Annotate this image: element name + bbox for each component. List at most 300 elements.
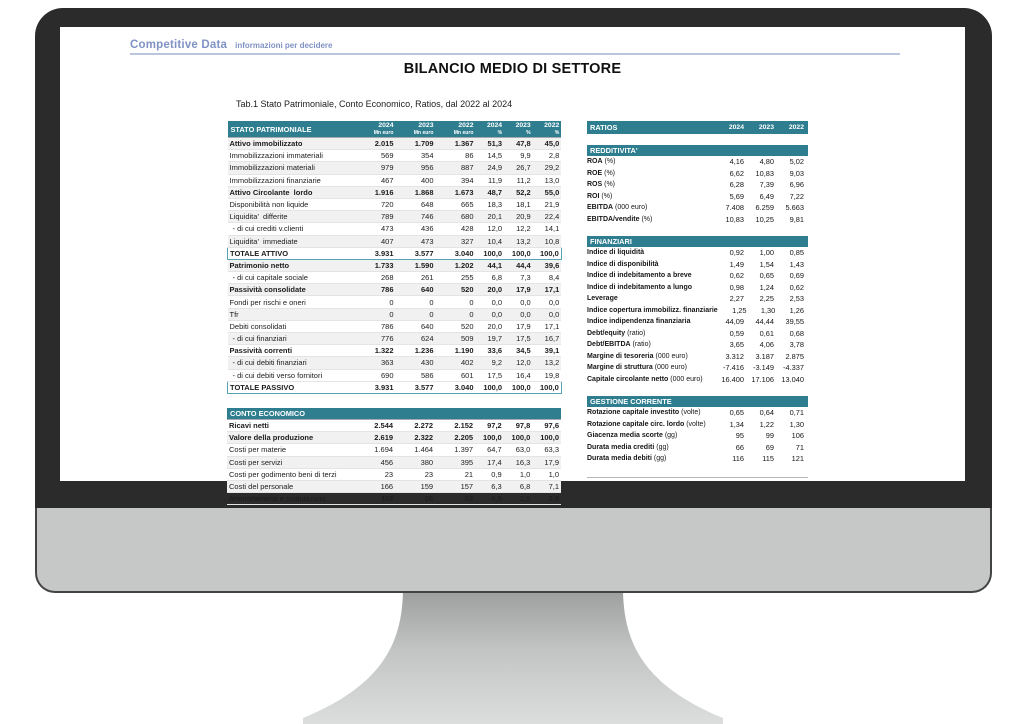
ratio-label (587, 432, 714, 439)
cell-value: 268 (356, 272, 396, 284)
year-header: 2023 (758, 124, 774, 131)
row-label: Disponibilità non liquide (228, 198, 356, 210)
ratio-label-text: Durata media debiti (587, 455, 652, 463)
cell-value: 18,3 (476, 198, 505, 210)
cell-value: 2,9 (504, 493, 533, 505)
ratios-header (587, 121, 808, 134)
ratio-label (587, 341, 714, 348)
cell-value: 0 (436, 296, 476, 308)
ratio-value: 0,92 (729, 248, 744, 258)
cell-value: 22,4 (533, 211, 562, 223)
ratio-value: 16.400 (721, 374, 744, 384)
stand-neck (303, 591, 723, 724)
cell-value: 786 (356, 284, 396, 296)
cell-value: 3.040 (436, 381, 476, 393)
cell-value: 17,5 (476, 369, 505, 381)
row-label: Attivo immobilizzato (228, 138, 356, 150)
row-label: TOTALE PASSIVO (228, 381, 356, 393)
cell-value: 1.397 (435, 444, 475, 456)
ratio-value: 4,80 (759, 157, 774, 167)
cell-value: 55,0 (533, 186, 562, 198)
ratio-value: 1,30 (789, 419, 804, 429)
ratio-value: 6,96 (789, 180, 804, 190)
cell-value: 34,5 (504, 345, 533, 357)
ratio-value: -4.337 (783, 363, 804, 373)
ratio-row (587, 430, 808, 442)
cell-value: 12,2 (504, 223, 533, 235)
table-row (228, 345, 562, 357)
cell-value: 640 (396, 320, 436, 332)
monitor-frame (35, 8, 992, 508)
ratio-row (587, 168, 808, 180)
column-unit: % (526, 130, 531, 136)
ratio-value: 1,34 (729, 419, 744, 429)
ratio-label-text: ROE (587, 169, 603, 177)
ratio-row (587, 305, 808, 317)
ratio-label-text: ROA (587, 158, 603, 166)
cell-value: 11,9 (476, 174, 505, 186)
cell-value: 44,4 (504, 259, 533, 271)
ratio-label (587, 284, 714, 291)
cell-value: 100,0 (504, 247, 533, 259)
column-unit: % (497, 130, 503, 136)
ratio-value: 106 (791, 431, 804, 441)
cell-value: 0,0 (533, 308, 562, 320)
cell-value: 720 (356, 198, 396, 210)
year-header: 2024 (728, 124, 744, 131)
ratio-value: 39,55 (785, 317, 804, 327)
cell-value: 26,7 (504, 162, 533, 174)
cell-value: 956 (396, 162, 436, 174)
ratio-row (587, 419, 808, 431)
ratio-label-text: Capitale circolante netto (587, 375, 669, 383)
cell-value: 51,3 (476, 138, 505, 150)
cell-value: 97,8 (504, 419, 533, 431)
ratio-value: 5.663 (785, 203, 804, 213)
ratio-label-text: Debt/EBITDA (587, 341, 631, 349)
table-title: STATO PATRIMONIALE (228, 121, 356, 138)
cell-value: 1.590 (396, 259, 436, 271)
ratios-section (587, 145, 808, 225)
cell-value: 23 (395, 468, 435, 480)
ratio-value: 71 (795, 442, 804, 452)
table-row (228, 186, 562, 198)
table-header-row (227, 408, 561, 420)
ratio-label-text: Margine di struttura (587, 364, 653, 372)
ratio-row (587, 247, 808, 259)
table-row (227, 468, 561, 480)
cell-value: 100,0 (532, 432, 561, 444)
cell-value: 1.190 (436, 345, 476, 357)
cell-value: 100,0 (504, 432, 533, 444)
cell-value: 166 (355, 480, 395, 492)
ratio-row (587, 259, 808, 271)
ratio-label (587, 444, 714, 451)
ratio-label-text: Durata media crediti (587, 443, 655, 451)
cell-value: 1.367 (436, 138, 476, 150)
ratio-value: 0,68 (789, 328, 804, 338)
ratio-value: 10,25 (755, 214, 774, 224)
ratio-value: 5,69 (729, 191, 744, 201)
column-year: 2024 (486, 122, 503, 129)
page-subtitle: Tab.1 Stato Patrimoniale, Conto Economico, Ratios, dal 2022 al 2024 (236, 99, 513, 109)
cell-value: 157 (435, 480, 475, 492)
ratio-value: 17.106 (751, 374, 774, 384)
table-row (228, 198, 562, 210)
cell-value: 63,0 (504, 444, 533, 456)
cell-value: 17,9 (504, 284, 533, 296)
cell-value: 97,2 (475, 419, 504, 431)
ratio-label-text: Giacenza media scorte (587, 432, 663, 440)
ratios-sections (587, 145, 808, 465)
cell-value: 47,8 (504, 138, 533, 150)
column-unit: Mn euro (373, 130, 394, 136)
cell-value: 1.236 (396, 345, 436, 357)
table-row (228, 357, 562, 369)
cell-value: 0,0 (476, 308, 505, 320)
ratio-label-text: EBITDA (587, 204, 614, 212)
cell-value: 13,2 (533, 357, 562, 369)
ratio-label-text: ROI (587, 192, 600, 200)
cell-value: 64,7 (475, 444, 504, 456)
brand-divider (130, 53, 900, 55)
ratio-unit-text: (%) (601, 192, 613, 200)
conto-economico-table (227, 408, 561, 505)
cell-value: 12,0 (476, 223, 505, 235)
cell-value: 14,5 (476, 150, 505, 162)
brand-tagline: informazioni per decidere (235, 41, 333, 50)
ratio-value: 95 (735, 431, 744, 441)
table-row (227, 419, 561, 431)
ratio-row (587, 374, 808, 386)
ratio-label (587, 193, 714, 200)
ratio-row (587, 282, 808, 294)
table-row (228, 211, 562, 223)
ratios-section (587, 396, 808, 465)
cell-value: 1.464 (395, 444, 435, 456)
ratio-label-text: Rotazione capitale investito (587, 409, 680, 417)
cell-value: 17,1 (533, 320, 562, 332)
cell-value: 0,0 (533, 296, 562, 308)
ratio-label (587, 261, 714, 268)
brand-header (130, 35, 333, 53)
cell-value: 17,1 (533, 284, 562, 296)
row-label: Fondi per rischi e oneri (228, 296, 356, 308)
year-header: 2022 (788, 124, 804, 131)
ratio-unit-text: (000 euro) (615, 204, 648, 212)
ratio-value: 9,81 (789, 214, 804, 224)
row-label: Immobilizzazioni immateriali (228, 150, 356, 162)
cell-value: 1.916 (356, 186, 396, 198)
ratio-row (587, 202, 808, 214)
cell-value: 509 (436, 333, 476, 345)
cell-value: 690 (356, 369, 396, 381)
table-row (228, 272, 562, 284)
table-row (228, 369, 562, 381)
cell-value: 2.619 (355, 432, 395, 444)
row-label: TOTALE ATTIVO (228, 247, 356, 259)
ratio-value: 4,06 (759, 340, 774, 350)
ratio-label-text: Leverage (587, 295, 618, 303)
table-row (228, 162, 562, 174)
cell-value: 45,0 (533, 138, 562, 150)
ratio-label-text: Rotazione capitale circ. lordo (587, 420, 685, 428)
ratio-value: 0,61 (759, 328, 774, 338)
column-header (356, 121, 396, 138)
right-column (587, 121, 808, 478)
column-year: 2023 (515, 122, 531, 129)
cell-value: 6,8 (476, 272, 505, 284)
cell-value: 19,7 (476, 333, 505, 345)
ratio-value: 1,49 (729, 259, 744, 269)
table-title: CONTO ECONOMICO (227, 408, 561, 420)
ratio-unit-text: (%) (604, 181, 616, 189)
section-title-bar: GESTIONE CORRENTE (587, 396, 808, 407)
table-row (228, 247, 562, 259)
brand-logo: Competitive Data (130, 39, 228, 51)
monitor-screen (60, 27, 965, 504)
cell-value: 640 (396, 284, 436, 296)
ratio-value: 0,65 (729, 408, 744, 418)
cell-value: 0 (396, 296, 436, 308)
ratio-label (587, 409, 714, 416)
table-header-row (228, 121, 562, 138)
cell-value: 2.322 (395, 432, 435, 444)
table-row (227, 493, 561, 505)
cell-value: 1.868 (396, 186, 436, 198)
ratio-value: 3.312 (725, 351, 744, 361)
table-title: RATIOS (590, 123, 618, 132)
ratios-bottom-rule (587, 477, 808, 478)
ratio-label-text: ROS (587, 181, 603, 189)
cell-value: 255 (436, 272, 476, 284)
cell-value: 97,6 (532, 419, 561, 431)
ratio-row (587, 407, 808, 419)
cell-value: 887 (436, 162, 476, 174)
cell-value: 13,2 (504, 235, 533, 247)
cell-value: 520 (436, 284, 476, 296)
ratio-label (587, 318, 714, 325)
cell-value: 394 (436, 174, 476, 186)
cell-value: 354 (396, 150, 436, 162)
section-title-bar: FINANZIARI (587, 236, 808, 247)
ratio-value: 5,02 (789, 157, 804, 167)
cell-value: 39,1 (533, 345, 562, 357)
cell-value: 20,9 (504, 211, 533, 223)
ratio-label-text: Margine di tesoreria (587, 352, 654, 360)
cell-value: 1,0 (504, 468, 533, 480)
table-row (227, 456, 561, 468)
cell-value: 979 (356, 162, 396, 174)
cell-value: 20,1 (476, 211, 505, 223)
column-header (533, 121, 562, 138)
cell-value: 407 (356, 235, 396, 247)
ratio-value: 0,62 (729, 271, 744, 281)
cell-value: 63 (435, 493, 475, 505)
cell-value: 17,9 (504, 320, 533, 332)
ratios-section (587, 236, 808, 385)
cell-value: 16,3 (504, 456, 533, 468)
cell-value: 48,7 (476, 186, 505, 198)
ratio-unit-text: (gg) (653, 455, 667, 463)
cell-value: 0,9 (475, 468, 504, 480)
cell-value: 473 (396, 235, 436, 247)
cell-value: 1.733 (356, 259, 396, 271)
ratio-label (587, 272, 714, 279)
column-header (396, 121, 436, 138)
ratio-value: 9,03 (789, 168, 804, 178)
ratio-row (587, 442, 808, 454)
column-header (504, 121, 533, 138)
ratio-value: 6,62 (729, 168, 744, 178)
ratio-unit-text: (gg) (664, 432, 678, 440)
ratio-label-text: Indice di disponibilità (587, 260, 659, 268)
ratio-label (587, 330, 714, 337)
row-label: Patrimonio netto (228, 259, 356, 271)
ratio-value: 6.259 (755, 203, 774, 213)
column-header (436, 121, 476, 138)
ratio-label (587, 307, 718, 314)
cell-value: 680 (436, 211, 476, 223)
cell-value: 4,5 (475, 493, 504, 505)
ratio-value: 0,65 (759, 271, 774, 281)
column-year: 2024 (378, 122, 394, 129)
cell-value: 10,4 (476, 235, 505, 247)
ratio-row (587, 293, 808, 305)
ratio-unit-text: (%) (604, 169, 616, 177)
ratio-unit-text: (ratio) (627, 329, 646, 337)
table-row (228, 296, 562, 308)
ratio-value: 7,39 (759, 180, 774, 190)
cell-value: 1.694 (355, 444, 395, 456)
row-label: Valore della produzione (227, 432, 355, 444)
ratio-row (587, 191, 808, 203)
ratio-value: 3,65 (729, 340, 744, 350)
ratio-value: 0,98 (729, 282, 744, 292)
ratio-value: 0,71 (789, 408, 804, 418)
ratio-label (587, 170, 714, 177)
ratio-value: 0,85 (789, 248, 804, 258)
ratio-value: 0,64 (759, 408, 774, 418)
cell-value: 100,0 (533, 381, 562, 393)
ratio-value: 7,22 (789, 191, 804, 201)
cell-value: 16,4 (504, 369, 533, 381)
column-year: 2022 (544, 122, 560, 129)
cell-value: 16,7 (533, 333, 562, 345)
cell-value: 1.673 (436, 186, 476, 198)
cell-value: 52,2 (504, 186, 533, 198)
cell-value: 601 (436, 369, 476, 381)
ratio-value: 2.875 (785, 351, 804, 361)
cell-value: 21 (435, 468, 475, 480)
table-row (227, 444, 561, 456)
cell-value: 0 (436, 308, 476, 320)
cell-value: 586 (396, 369, 436, 381)
row-label: Costi del personale (227, 480, 355, 492)
ratio-label-text: Indice di indebitamento a breve (587, 272, 692, 280)
cell-value: 7,3 (504, 272, 533, 284)
cell-value: 2.544 (355, 419, 395, 431)
ratio-value: 4,16 (729, 157, 744, 167)
row-label: Passività consolidate (228, 284, 356, 296)
table-row (228, 381, 562, 393)
cell-value: 624 (396, 333, 436, 345)
ratio-value: 3,78 (789, 340, 804, 350)
ratio-value: 10,83 (725, 214, 744, 224)
ratio-value: 115 (762, 454, 774, 464)
cell-value: 467 (356, 174, 396, 186)
cell-value: 159 (395, 480, 435, 492)
cell-value: 39,6 (533, 259, 562, 271)
ratio-value: -7.416 (723, 363, 744, 373)
ratio-unit-text: (volte) (686, 420, 706, 428)
cell-value: 20,0 (476, 320, 505, 332)
ratio-value: 1,22 (759, 419, 774, 429)
table-row (228, 308, 562, 320)
cell-value: 2.272 (395, 419, 435, 431)
cell-value: 3.040 (436, 247, 476, 259)
cell-value: 776 (356, 333, 396, 345)
column-unit: % (554, 130, 560, 136)
ratio-label (587, 376, 714, 383)
page-title: BILANCIO MEDIO DI SETTORE (403, 61, 622, 77)
cell-value: 3.931 (356, 247, 396, 259)
ratio-value: 1,24 (759, 282, 774, 292)
ratio-value: 1,26 (789, 305, 804, 315)
cell-value: 86 (436, 150, 476, 162)
row-label: Immobilizzazioni finanziarie (228, 174, 356, 186)
cell-value: 327 (436, 235, 476, 247)
ratio-label (587, 158, 714, 165)
cell-value: 9,2 (476, 357, 505, 369)
ratio-label (587, 204, 714, 211)
cell-value: 7,1 (532, 480, 561, 492)
ratio-unit-text: (volte) (681, 409, 701, 417)
ratio-value: 2,25 (759, 294, 774, 304)
row-label: Debiti consolidati (228, 320, 356, 332)
cell-value: 6,8 (504, 480, 533, 492)
row-label: Liquidita' differite (228, 211, 356, 223)
row-label: - di cui debiti finanziari (228, 357, 356, 369)
cell-value: 17,4 (475, 456, 504, 468)
cell-value: 17,9 (532, 456, 561, 468)
ratio-value: 2,53 (789, 294, 804, 304)
cell-value: 33,6 (476, 345, 505, 357)
cell-value: 66 (395, 493, 435, 505)
ratio-label (587, 216, 714, 223)
table-row (228, 259, 562, 271)
cell-value: 17,5 (504, 333, 533, 345)
table-row (228, 235, 562, 247)
table-row (228, 320, 562, 332)
row-label: - di cui finanziari (228, 333, 356, 345)
cell-value: 473 (356, 223, 396, 235)
left-column (227, 121, 561, 505)
cell-value: 520 (436, 320, 476, 332)
row-label: Costi per godimento beni di terzi (227, 468, 355, 480)
cell-value: 648 (396, 198, 436, 210)
cell-value: 746 (396, 211, 436, 223)
ratio-value: 0,62 (789, 282, 804, 292)
cell-value: 23 (355, 468, 395, 480)
ratio-value: 44,09 (725, 317, 744, 327)
cell-value: 3.931 (356, 381, 396, 393)
ratio-row (587, 362, 808, 374)
row-label: Liquidita' immediate (228, 235, 356, 247)
ratio-row (587, 270, 808, 282)
table-row (228, 174, 562, 186)
cell-value: 786 (356, 320, 396, 332)
